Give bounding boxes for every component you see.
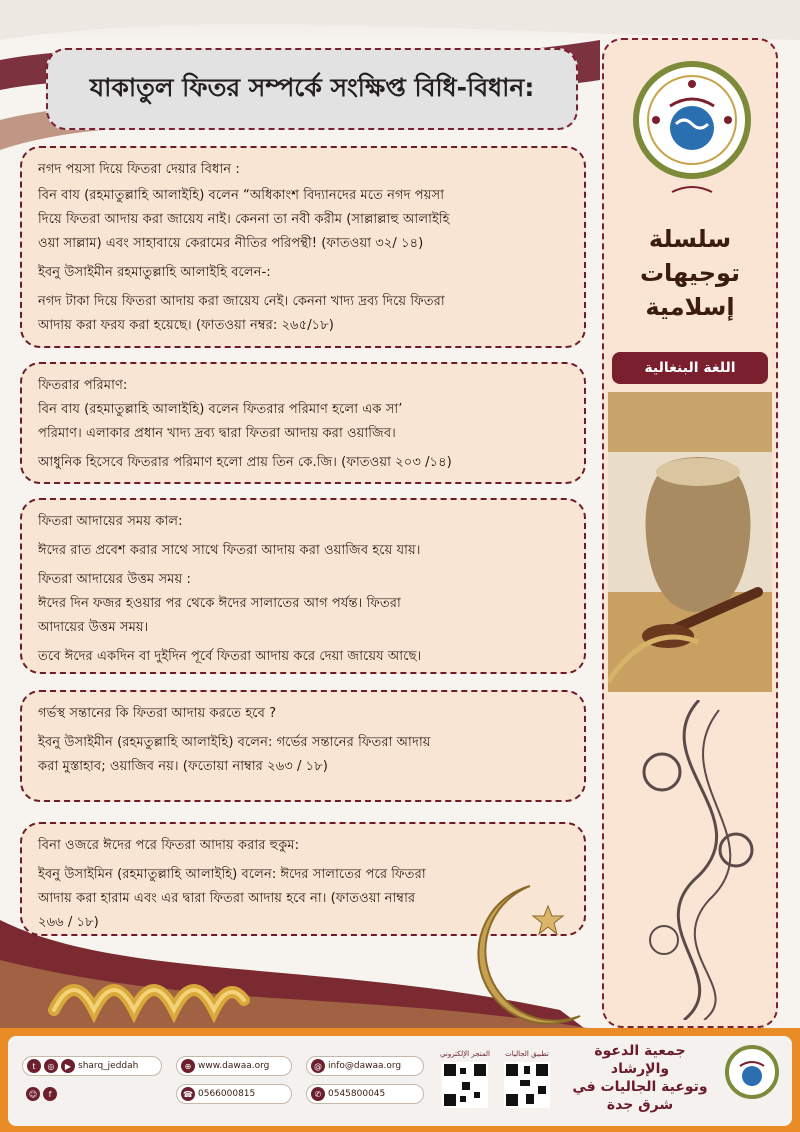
series-line: توجيهات [639, 259, 741, 287]
text-line: বিন বায (রহমাতুল্লাহি আলাইহি) বলেন ফিতরার পরিমাণ হলো এক সা’ [38, 402, 403, 417]
card-unborn-child [20, 690, 586, 802]
text-line: করা মুস্তাহাব; ওয়াজিব নয়। (ফতোয়া নাম্বার ২৬৩ / ১৮) [38, 759, 328, 774]
email-icon: @ [311, 1059, 325, 1073]
card-fitra-time [20, 498, 586, 674]
phone-icon: ☎ [181, 1087, 195, 1101]
series-line: سلسلة [648, 225, 732, 253]
phone-1-text: 0566000815 [198, 1089, 256, 1099]
ramadan-calligraphy-icon [44, 950, 254, 1030]
app-label: تطبيق الجاليات [505, 1050, 549, 1058]
instagram-icon: ◎ [44, 1059, 58, 1073]
website-text: www.dawaa.org [198, 1061, 270, 1071]
title-box [46, 48, 578, 130]
store-qr-code-icon[interactable] [442, 1062, 488, 1108]
social-icons-row [22, 1084, 162, 1104]
phone-1[interactable] [176, 1084, 292, 1104]
language-badge: اللغة البنغالية [612, 352, 768, 384]
decorative-swirl-icon [624, 700, 774, 1020]
series-line: إسلامية [645, 293, 735, 321]
section-heading: বিনা ওজরে ঈদের পরে ফিতরা আদায় করার হুকুম: [38, 838, 300, 853]
text-line: পরিমাণ। এলাকার প্রধান খাদ্য দ্রব্য দ্বারা ফিতরা আদায় করা ওয়াজিব। [38, 426, 396, 441]
text-line: ওয়া সাল্লাম) এবং সাহাবায়ে কেরামের নীতির পরিপন্থী! (ফাতওয়া ৩২/ ১৪) [38, 236, 424, 251]
twitter-icon: t [27, 1059, 41, 1073]
text-line: তবে ঈদের একদিন বা দুইদিন পূর্বে ফিতরা আদায় করে দেয়া জায়েয আছে। [38, 649, 422, 664]
organization-name [565, 1042, 715, 1114]
email-text: info@dawaa.org [328, 1061, 402, 1071]
phone-2[interactable] [306, 1084, 424, 1104]
organization-logo-icon [632, 58, 752, 208]
org-name-line: جمعية الدعوة والإرشاد [594, 1043, 686, 1077]
side-panel [602, 38, 778, 1028]
youtube-icon: ▶ [61, 1059, 75, 1073]
series-title [604, 222, 776, 324]
section-heading: গর্ভস্থ সন্তানের কি ফিতরা আদায় করতে হবে ? [38, 706, 277, 721]
section-heading: নগদ পয়সা দিয়ে ফিতরা দেয়ার বিধান : [38, 162, 240, 177]
footer-logo-icon [724, 1044, 780, 1108]
text-line: ঈদের রাত প্রবেশ করার সাথে সাথে ফিতরা আদায় করা ওয়াজিব হয়ে যায়। [38, 543, 421, 558]
snapchat-icon[interactable]: ☺ [26, 1087, 40, 1101]
website-link[interactable] [176, 1056, 292, 1076]
text-line: ইবনু উসাইমিন (রহমাতুল্লাহি আলাইহি) বলেন: ঈদের সালাতের পরে ফিতরা [38, 867, 426, 882]
crescent-moon-icon [460, 876, 590, 1036]
text-line: আদায় করা ফরয করা হয়েছে। (ফাতওয়া নম্বর: ২৬৫/১৮) [38, 318, 334, 333]
app-qr-code-icon[interactable] [504, 1062, 550, 1108]
text-line: আদায়ের উত্তম সময়। [38, 620, 149, 635]
page-title: যাকাতুল ফিতর সম্পর্কে সংক্ষিপ্ত বিধি-বিধান: [89, 72, 535, 102]
text-line: ঈদের দিন ফজর হওয়ার পর থেকে ঈদের সালাতের আগ পর্যন্ত। ফিতরা [38, 596, 401, 611]
text-line: দিয়ে ফিতরা আদায় করা জায়েয নাই। কেননা তা নবী করীম (সাল্লাল্লাহু আলাইহি [38, 212, 450, 227]
facebook-icon[interactable]: f [43, 1087, 57, 1101]
social-handle-text: sharq_jeddah [78, 1061, 139, 1071]
phone-2-text: 0545800045 [328, 1089, 386, 1099]
section-subheading: ফিতরা আদায়ের উত্তম সময় : [38, 572, 191, 587]
section-heading: ফিতরার পরিমাণ: [38, 378, 128, 393]
card-cash-fitra [20, 146, 586, 348]
org-name-line: وتوعية الجاليات في شرق جدة [572, 1079, 708, 1113]
globe-icon: ⊕ [181, 1059, 195, 1073]
social-handle[interactable] [22, 1056, 162, 1076]
email-link[interactable] [306, 1056, 424, 1076]
store-label: المتجر الإلكتروني [440, 1050, 490, 1058]
text-line: নগদ টাকা দিয়ে ফিতরা আদায় করা জায়েয নেই। কেননা খাদ্য দ্রব্য দিয়ে ফিতরা [38, 294, 445, 309]
text-line: আদায় করা হারাম এবং এর দ্বারা ফিতরা আদায় হবে না। (ফাতওয়া নাম্বার [38, 891, 416, 906]
text-line: আধুনিক হিসেবে ফিতরার পরিমাণ হলো প্রায় তিন কে.জি। (ফাতওয়া ২০৩ /১৪) [38, 455, 452, 470]
text-line: ইবনু উসাইমীন (রহমতুল্লাহি আলাইহি) বলেন: গর্ভের সন্তানের ফিতরা আদায় [38, 735, 431, 750]
text-line: ২৬৬ / ১৮) [38, 915, 99, 930]
wheat-sack-image [608, 392, 772, 692]
section-heading: ফিতরা আদায়ের সময় কাল: [38, 514, 183, 529]
section-subheading: ইবনু উসাইমীন রহমাতুল্লাহি আলাইহি বলেন-: [38, 265, 271, 280]
card-fitra-amount [20, 362, 586, 484]
whatsapp-icon: ✆ [311, 1087, 325, 1101]
text-line: বিন বায (রহমাতুল্লাহি আলাইহি) বলেন “অধিকাংশ বিদ্যানদের মতে নগদ পয়সা [38, 188, 445, 203]
